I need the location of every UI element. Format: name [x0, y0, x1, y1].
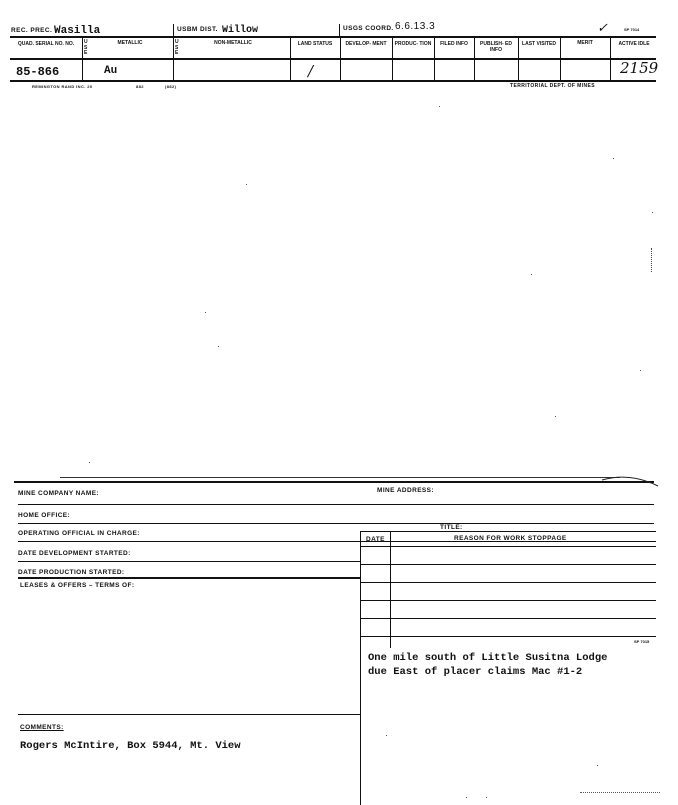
location-line-2: due East of placer claims Mac #1-2	[368, 666, 583, 678]
usbm-dist-label: USBM DIST.	[177, 26, 218, 33]
rec-prec-label: REC. PREC.	[11, 27, 53, 34]
col-filed-info: FILED INFO	[440, 41, 468, 47]
home-office-label: HOME OFFICE:	[18, 512, 71, 519]
printer-text: REMINGTON RAND INC. 20	[32, 84, 93, 89]
card-edge-curve	[600, 470, 660, 490]
edge-dots	[580, 792, 660, 793]
record-serial: 85-866	[16, 65, 60, 79]
col-published-info: PUBLISH- ED INFO	[480, 41, 512, 53]
date-development-label: DATE DEVELOPMENT STARTED:	[18, 550, 131, 557]
comments-label: COMMENTS:	[20, 724, 64, 731]
record-active-idle: 2159	[620, 59, 659, 77]
form-number-2: SP 7015	[634, 639, 650, 644]
date-col-label: DATE	[366, 536, 385, 543]
department-text: TERRITORIAL DEPT. OF MINES	[510, 83, 595, 89]
speck	[597, 765, 598, 766]
usbm-dist-value: Willow	[222, 25, 259, 36]
mine-address-label: MINE ADDRESS:	[377, 487, 434, 494]
record-metallic: Au	[104, 65, 118, 77]
col-nonmetallic: NON-METALLIC	[214, 40, 252, 46]
reason-label: REASON FOR WORK STOPPAGE	[454, 535, 567, 542]
code-text-1: 882	[136, 84, 144, 89]
col-metallic: METALLIC	[117, 40, 143, 46]
col-land-status: LAND STATUS	[297, 41, 333, 47]
speck	[486, 797, 487, 798]
col-use-metallic: U S E	[84, 39, 88, 56]
usgs-coord-value: 6.6.13.3	[395, 21, 436, 32]
date-production-label: DATE PRODUCTION STARTED:	[18, 569, 125, 576]
col-use-nonmetallic: U S E	[175, 39, 179, 56]
check-mark: ✓	[597, 21, 608, 36]
usgs-coord-label: USGS COORD.	[343, 25, 394, 32]
speck	[466, 797, 467, 798]
col-production: PRODUC- TION	[394, 41, 432, 47]
speck	[386, 735, 387, 736]
form-number: SP 7014	[624, 27, 640, 32]
rec-prec-value: Wasilla	[54, 25, 101, 37]
col-last-visited: LAST VISITED	[522, 41, 556, 47]
leases-offers-label: LEASES & OFFERS – TERMS OF:	[20, 582, 135, 589]
mine-company-label: MINE COMPANY NAME:	[18, 490, 99, 497]
comments-value: Rogers McIntire, Box 5944, Mt. View	[20, 740, 241, 752]
location-line-1: One mile south of Little Susitna Lodge	[368, 652, 608, 664]
col-development: DEVELOP- MENT	[345, 41, 387, 47]
col-quad-serial: QUAD. SERIAL NO. NO.	[17, 41, 75, 47]
col-active-idle: ACTIVE IDLE	[618, 41, 650, 47]
title-label: TITLE:	[440, 524, 463, 531]
col-merit: MERIT	[577, 40, 593, 46]
operating-official-label: OPERATING OFFICIAL IN CHARGE:	[18, 530, 140, 537]
code-text-2: (882)	[165, 84, 177, 89]
record-land-status: /	[308, 62, 314, 80]
